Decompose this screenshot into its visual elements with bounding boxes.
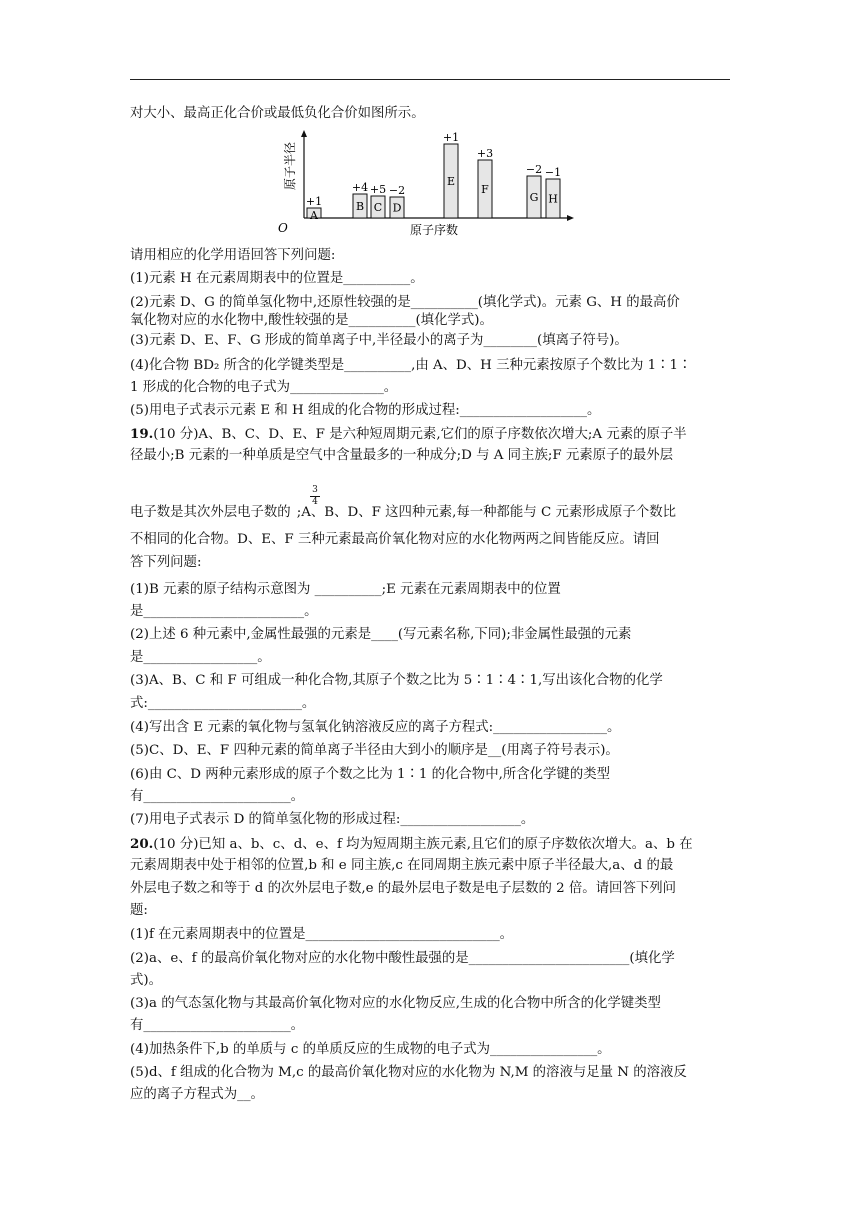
q18-part1: (1)元素 H 在元素周期表中的位置是__________。 [130,271,424,286]
bar-letter-E: E [446,175,456,188]
q20-part1: (1)f 在元素周期表中的位置是_____________________________。 [130,927,514,942]
bar-letter-C: C [373,201,383,214]
bars-group [306,131,561,222]
bar-letter-A: A [310,209,318,222]
q20-intro-line3: 外层电子数之和等于 d 的次外层电子数,e 的最外层电子数是电子层数的 2 倍。请回答下列问 [130,881,677,896]
q19-text3a: 电子数是其次外层电子数的 [130,505,291,520]
q20-number: 20. [130,836,154,852]
q18-part3: (3)元素 D、E、F、G 形成的简单离子中,半径最小的离子为________(填离子符号)。 [130,333,628,348]
fraction-numerator: 3 [312,485,318,495]
q18-part5: (5)用电子式表示元素 E 和 H 组成的化合物的形成过程:___________________。 [130,403,601,418]
q20-intro-line1 [130,834,730,855]
q19-part5: (5)C、D、E、F 四种元素的简单离子半径由大到小的顺序是__(用离子符号表示)。 [130,743,619,758]
q19-part1-line2: 是________________________。 [130,604,318,619]
bar-valence-H: −1 [544,166,562,179]
y-axis-label: 原子半径 [283,141,297,190]
q20-intro-line2: 元素周期表中处于相邻的位置,b 和 e 同主族,c 在同周期主族元素中原子半径最大,a、d 的最 [130,858,674,873]
q19-part1-line1: (1)B 元素的原子结构示意图为 __________;E 元素在元素周期表中的位置 [130,582,561,597]
origin-label: O [278,221,288,235]
q18-prompt: 请用相应的化学用语回答下列问题: [130,248,336,263]
q19-part7: (7)用电子式表示 D 的简单氢化物的形成过程:__________________。 [130,812,535,827]
bar-valence-E: +1 [442,131,460,144]
q18-part4-line2: 1 形成的化合物的电子式为______________。 [130,380,398,395]
q20-part5-line1: (5)d、f 组成的化合物为 M,c 的最高价氧化物对应的水化物为 N,M 的溶液与足量 N 的溶液反 [130,1065,687,1080]
bar-letter-G: G [529,191,539,204]
q19-part3-line2: 式:_______________________。 [130,696,316,711]
q19-text3b: ;A、B、D、F 这四种元素,每一种都能与 C 元素形成原子个数比 [296,505,676,520]
q20-part3-line1: (3)a 的气态氢化物与其最高价氧化物对应的水化物反应,生成的化合物中所含的化学键类型 [130,996,661,1011]
intro-text: 对大小、最高正化合价或最低负化合价如图所示。 [130,106,425,121]
bar-letter-B: B [355,200,365,213]
header-rule [130,79,730,80]
q20-part5-line2: 应的离子方程式为__。 [130,1087,264,1102]
q20-text1: (10 分)已知 a、b、c、d、e、f 均为短周期主族元素,且它们的原子序数依次增大。a、b 在 [153,837,693,852]
q19-part2-line1: (2)上述 6 种元素中,金属性最强的元素是____(写元素名称,下同);非金属性最强的元素 [130,627,632,642]
bar-valence-C: +5 [369,183,387,196]
q19-part2-line2: 是_________________。 [130,650,271,665]
q19-intro-line3 [130,503,730,523]
q19-text1: (10 分)A、B、C、D、E、F 是六种短周期元素,它们的原子序数依次增大;A 元素的原子半 [153,427,687,442]
q19-number: 19. [130,426,154,442]
atomic-radius-chart [270,128,580,240]
q18-part2-line2: 氧化物对应的水化物中,酸性较强的是__________(填化学式)。 [130,313,493,328]
x-axis-label: 原子序数 [410,223,459,237]
q20-intro-line4: 题: [130,903,148,918]
bar-valence-D: −2 [388,184,406,197]
q20-part2-line2: 式)。 [130,973,163,988]
q19-part4: (4)写出含 E 元素的氧化物与氢氧化钠溶液反应的离子方程式:_________________。 [130,720,621,735]
q19-intro-line4: 不相同的化合物。D、E、F 三种元素最高价氧化物对应的水化物两两之间皆能反应。请回 [130,532,660,547]
q20-part4: (4)加热条件下,b 的单质与 c 的单质反应的生成物的电子式为________________。 [130,1042,611,1057]
q18-part2-line1: (2)元素 D、G 的简单氢化物中,还原性较强的是__________(填化学式)。元素 G、H 的最高价 [130,295,680,310]
q19-part6-line2: 有______________________。 [130,789,305,804]
q19-part3-line1: (3)A、B、C 和 F 可组成一种化合物,其原子个数之比为 5∶1∶4∶1,写出该化合物的化学 [130,673,663,688]
q19-intro-line1 [130,424,730,445]
q19-intro-line2: 径最小;B 元素的一种单质是空气中含量最多的一种成分;D 与 A 同主族;F 元素原子的最外层 [130,448,674,463]
q19-part6-line1: (6)由 C、D 两种元素形成的原子个数之比为 1∶1 的化合物中,所含化学键的类型 [130,767,610,782]
bar-letter-D: D [392,201,402,215]
q19-intro-line5: 答下列问题: [130,555,202,570]
bar-valence-F: +3 [476,147,494,160]
q20-part2-line1: (2)a、e、f 的最高价氧化物对应的水化物中酸性最强的是________________________(填化学 [130,951,675,966]
bar-letter-H: H [548,192,558,206]
bar-valence-G: −2 [525,163,543,176]
fraction-denominator: 4 [312,497,318,507]
bar-valence-A: +1 [305,195,323,208]
q18-part4-line1: (4)化合物 BD₂ 所含的化学键类型是__________,由 A、D、H 三种元素按原子个数比为 1∶1∶ [130,358,692,373]
q20-part3-line2: 有______________________。 [130,1018,305,1033]
bar-valence-B: +4 [351,181,369,194]
bar-letter-F: F [481,183,489,196]
